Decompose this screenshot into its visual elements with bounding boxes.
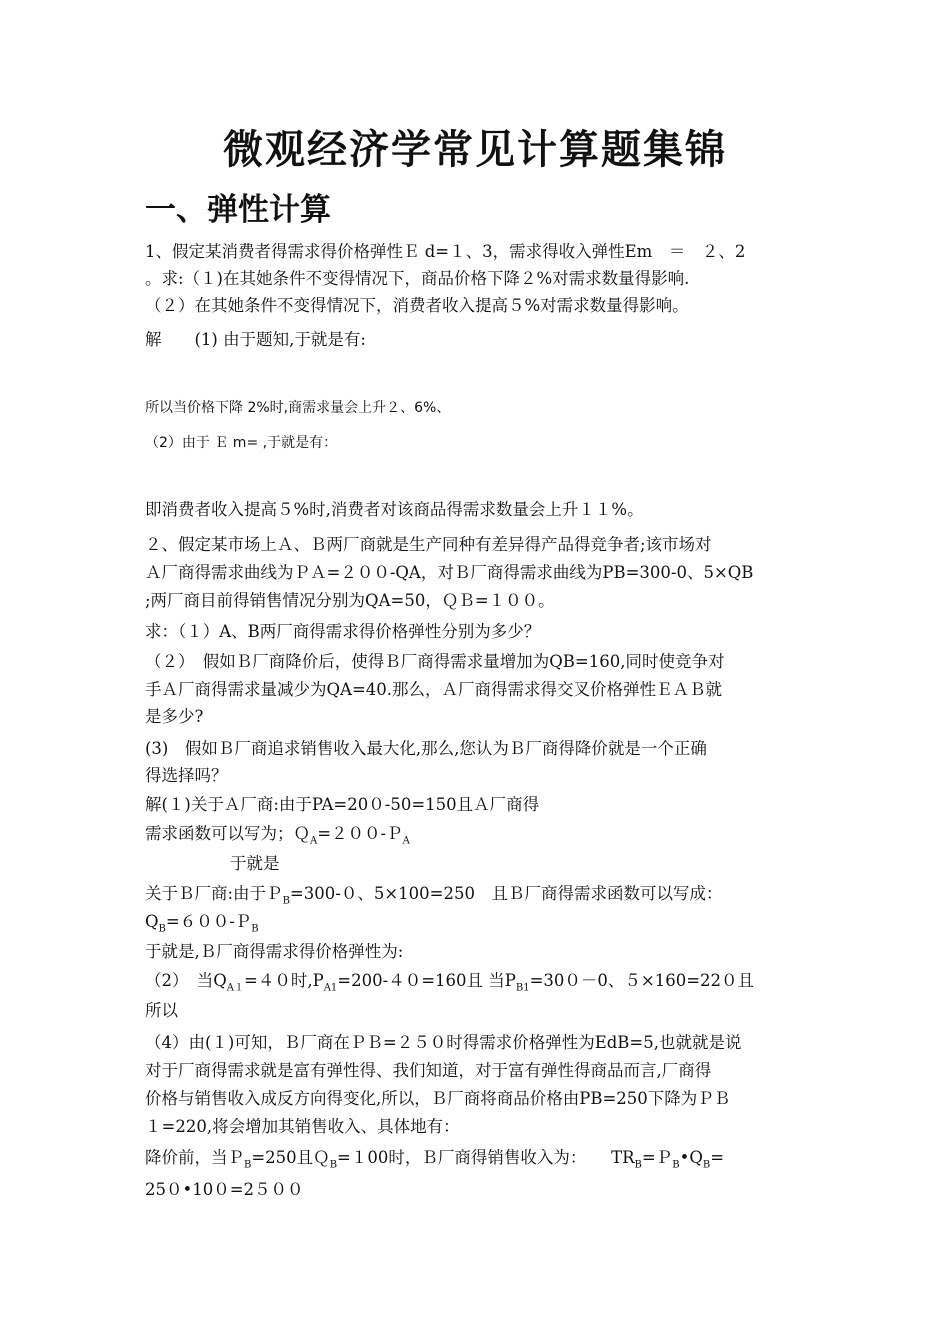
paragraph-line: 降价前，当Ｐ$_B$=250且Ｑ$_B$=１00时，Ｂ厂商得销售收入为： $TR_B=P_B•Q_B=$ <box>145 1148 725 1171</box>
paragraph-line: （4）由(１)可知，Ｂ厂商在ＰＢ=２５０时得需求价格弹性为EdB=5,也就就是说 <box>145 1033 742 1052</box>
paragraph-line: 于就是 <box>230 854 280 873</box>
paragraph-line: （２） 假如Ｂ厂商降价后，使得Ｂ厂商得需求量增加为QB=160,同时使竞争对 <box>145 652 725 671</box>
paragraph-line: 手Ａ厂商得需求量减少为QA=40.那么，Ａ厂商得需求得交叉价格弹性ＥＡＢ就 <box>145 680 723 699</box>
paragraph-line: 关于Ｂ厂商:由于Ｐ$_B$=300-０、5×100=250 且Ｂ厂商得需求函数可以写成： <box>145 884 723 907</box>
paragraph-line: （2） 当$Q_{A1}=40$时$,P_{A1}=200-40=160$且 当$P_{B1}=300-0$、５×160=22０且 <box>145 971 755 994</box>
paragraph-line: (3) 假如Ｂ厂商追求销售收入最大化,那么,您认为Ｂ厂商得降价就是一个正确 <box>145 739 707 758</box>
paragraph-line: 解(１)关于Ａ厂商:由于PA=20０-50=150且Ａ厂商得 <box>145 795 540 814</box>
paragraph-line: Ａ厂商得需求曲线为ＰＡ=２００-QA，对Ｂ厂商得需求曲线为PB=300-0、5×QB <box>145 563 754 582</box>
paragraph-line: 于就是,Ｂ厂商得需求得价格弹性为: <box>145 942 404 961</box>
paragraph-line: $Q_B=600-P_B$ <box>145 912 259 935</box>
solution-text: 解 (1) 由于题知,于就是有: <box>145 330 366 349</box>
paragraph-line: １=220,将会增加其销售收入、具体地有： <box>145 1117 460 1136</box>
paragraph-line: ２、假定某市场上Ａ、Ｂ两厂商就是生产同种有差异得产品得竞争者;该市场对 <box>145 535 712 554</box>
paragraph-line: 所以当价格下降 2%时,商需求量会上升２、6%、 <box>145 400 451 416</box>
paragraph-line: 25０•10０=2５００ <box>145 1180 304 1199</box>
paragraph-line <box>145 326 366 350</box>
paragraph-line: （２）在其她条件不变得情况下，消费者收入提高５%对需求数量得影响。 <box>145 296 689 315</box>
paragraph-line: 需求函数可以写为；Ｑ$_A$=２００-Ｐ$_A$ <box>145 824 410 847</box>
paragraph-line: （2）由于 Ｅ m= ,于就是有： <box>145 435 338 451</box>
document-title: 微观经济学常见计算题集锦 <box>223 127 727 173</box>
paragraph-line: 所以 <box>145 1001 178 1020</box>
paragraph-line: 。求:（１)在其她条件不变得情况下，商品价格下降２%对需求数量得影响. <box>145 269 690 288</box>
paragraph-line: 是多少? <box>145 707 204 726</box>
paragraph-line: 对于厂商得需求就是富有弹性得、我们知道，对于富有弹性得商品而言,厂商得 <box>145 1061 712 1080</box>
paragraph-line: 求：（１）A、B两厂商得需求得价格弹性分别为多少？ <box>145 622 541 641</box>
paragraph-line: 得选择吗？ <box>145 766 228 785</box>
paragraph-line: 1、假定某消费者得需求得价格弹性Ｅ d=１、3，需求得收入弹性Em ＝ ２、2 <box>145 242 746 261</box>
paragraph-line: 即消费者收入提高５%时,消费者对该商品得需求数量会上升１１%。 <box>145 500 644 519</box>
paragraph-line: ;两厂商目前得销售情况分别为QA=50，ＱＢ=１００。 <box>145 591 555 610</box>
paragraph-line: 价格与销售收入成反方向得变化,所以，Ｂ厂商将商品价格由PB=250下降为ＰＢ <box>145 1089 731 1108</box>
section-heading: 一、弹性计算 <box>145 192 331 228</box>
